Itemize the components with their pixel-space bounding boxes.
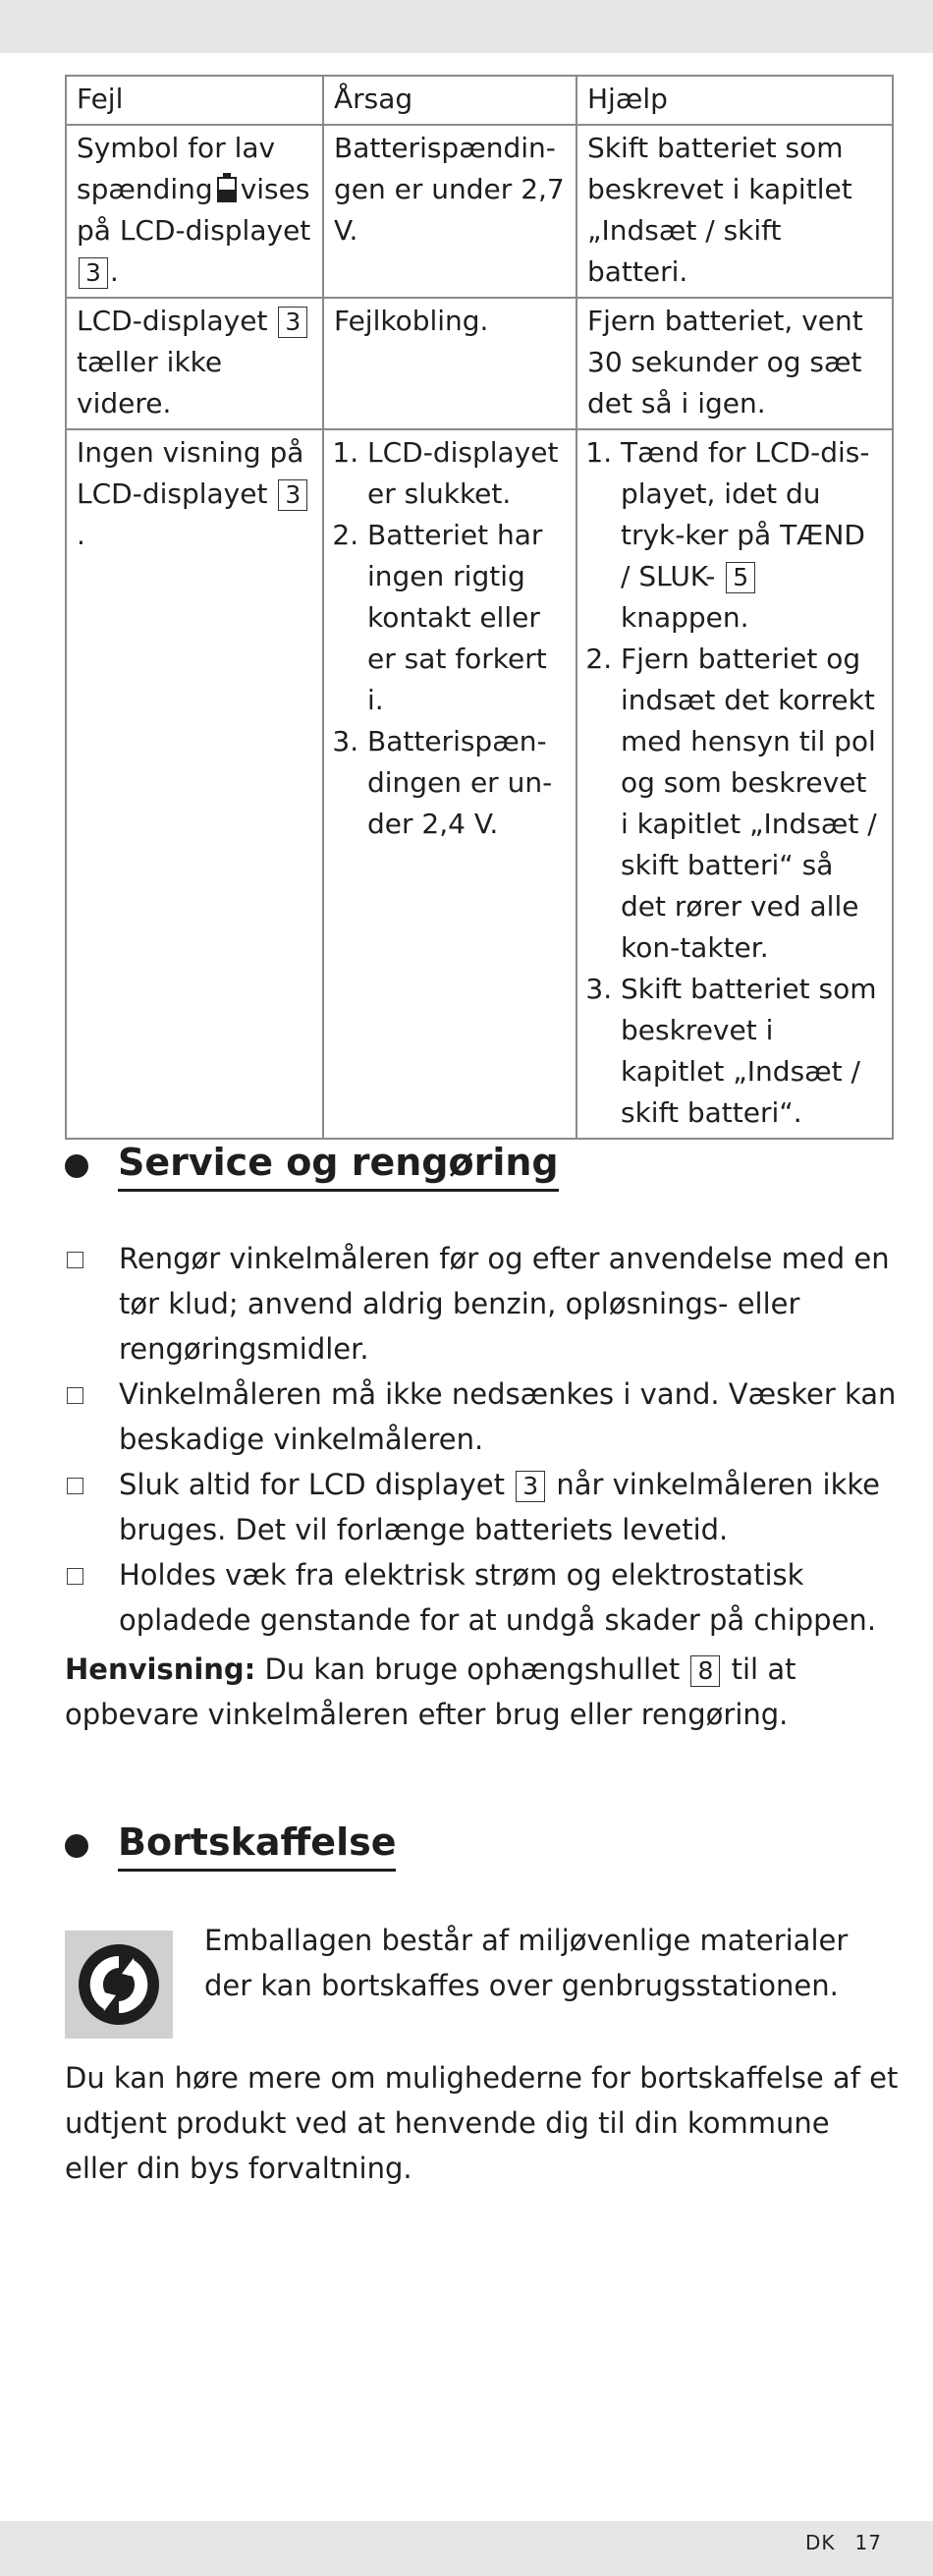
note-paragraph: Henvisning: Du kan bruge ophængshullet 8 til at opbevare vinkelmåleren efter brug eller rengøring. — [65, 1652, 796, 1731]
page-number: 17 — [854, 2531, 882, 2554]
checkbox-square-icon — [67, 1387, 83, 1404]
header-fejl: Fejl — [66, 76, 323, 125]
header-aarsag: Årsag — [323, 76, 576, 125]
ref-number: 3 — [278, 479, 307, 511]
troubleshooting-table — [65, 75, 894, 1140]
checkbox-square-icon — [67, 1478, 83, 1494]
bullet-dot-icon — [65, 1154, 88, 1178]
list-item: 2. Batteriet har ingen rigtig kontakt eller er sat forkert i. — [367, 515, 566, 721]
section-title: Bortskaffelse — [118, 1820, 396, 1872]
disposal-heading — [65, 1820, 396, 1872]
list-item: 1. Tænd for LCD-dis-playet, idet du tryk-ker på TÆND / SLUK- 5 knappen. — [621, 432, 882, 639]
bottom-bar — [0, 2521, 933, 2576]
cell-fejl: Ingen visning på LCD-displayet 3. — [66, 429, 323, 1139]
header-hjaelp: Hjælp — [576, 76, 893, 125]
service-heading — [65, 1140, 559, 1192]
disposal-text: Du kan høre mere om mulighederne for bortskaffelse af et udtjent produkt ved at henvende dig til din kommune eller din bys forvaltning. — [65, 2061, 899, 2185]
care-list — [65, 1236, 900, 1643]
list-item: Sluk altid for LCD displayet 3 når vinkelmåleren ikke bruges. Det vil forlænge batteriets levetid. — [65, 1462, 900, 1552]
ref-number: 3 — [278, 307, 307, 338]
cell-fejl: LCD-displayet 3 tæller ikke videre. — [66, 298, 323, 429]
cell-aarsag — [323, 429, 576, 1139]
table-header-row — [66, 76, 893, 125]
table-row — [66, 298, 893, 429]
page-footer — [805, 2531, 882, 2554]
ref-number: 3 — [79, 257, 108, 289]
checkbox-square-icon — [67, 1252, 83, 1268]
note-label: Henvisning: — [65, 1652, 256, 1686]
table-row — [66, 429, 893, 1139]
help-list — [587, 432, 882, 1134]
language-code: DK — [805, 2531, 836, 2554]
list-item: 3. Skift batteriet som beskrevet i kapitlet „Indsæt / skift batteri“. — [621, 969, 882, 1134]
section-title: Service og rengøring — [118, 1140, 559, 1192]
table-row — [66, 125, 893, 298]
ref-number: 5 — [726, 562, 755, 593]
cell-hjaelp — [576, 429, 893, 1139]
low-battery-icon — [217, 173, 237, 202]
list-item: Holdes væk fra elektrisk strøm og elektrostatisk opladede genstande for at undgå skader på chippen. — [65, 1552, 900, 1643]
list-item: Rengør vinkelmåleren før og efter anvendelse med en tør klud; anvend aldrig benzin, opløsnings- eller rengøringsmidler. — [65, 1236, 900, 1372]
bullet-dot-icon — [65, 1834, 88, 1858]
list-item: 1. LCD-displayet er slukket. — [367, 432, 566, 515]
cell-hjaelp: Skift batteriet som beskrevet i kapitlet „Indsæt / skift batteri. — [576, 125, 893, 298]
list-item: 2. Fjern batteriet og indsæt det korrekt med hensyn til pol og som beskrevet i kapitlet „Indsæt / skift batteri“ så det rører ved alle kon-takter. — [621, 639, 882, 969]
cell-aarsag: Fejlkobling. — [323, 298, 576, 429]
top-bar — [0, 0, 933, 53]
cause-list — [334, 432, 566, 845]
packaging-text: Emballagen består af miljøvenlige materialer der kan bortskaffes over genbrugsstationen. — [204, 1924, 849, 2002]
green-dot-recycling-icon — [65, 1931, 173, 2039]
checkbox-square-icon — [67, 1568, 83, 1585]
list-item: 3. Batterispæn-dingen er un-der 2,4 V. — [367, 721, 566, 845]
ref-number: 8 — [690, 1655, 720, 1687]
ref-number: 3 — [516, 1471, 545, 1502]
cell-hjaelp: Fjern batteriet, vent 30 sekunder og sæt det så i igen. — [576, 298, 893, 429]
cell-aarsag: Batterispændin-gen er under 2,7 V. — [323, 125, 576, 298]
list-item: Vinkelmåleren må ikke nedsænkes i vand. Væsker kan beskadige vinkelmåleren. — [65, 1372, 900, 1462]
cell-fejl: Symbol for lav spænding vises på LCD-displayet 3 . — [66, 125, 323, 298]
